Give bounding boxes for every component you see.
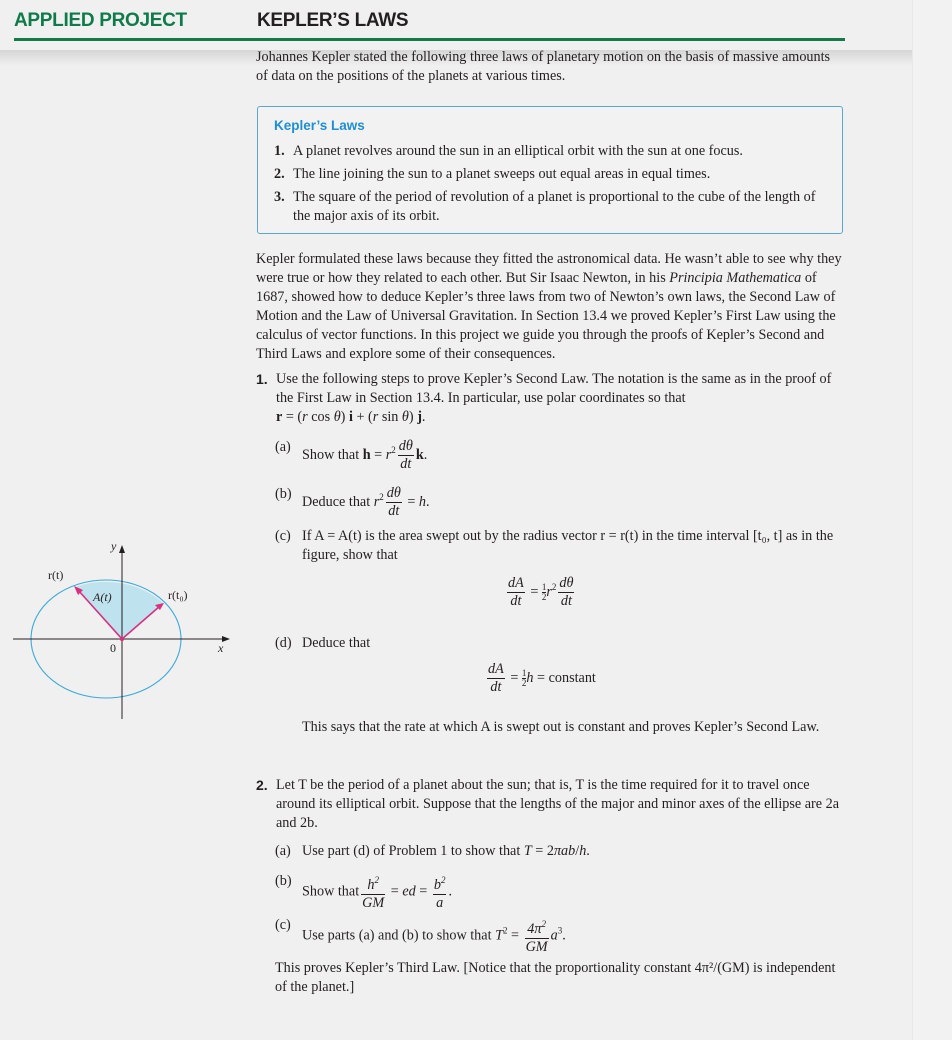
fraction-h2-GM: $\frac{h^2}{GM}$ bbox=[361, 872, 385, 912]
problem-number: 2. bbox=[256, 777, 268, 793]
fraction-dA-dt: $\frac{dA}{dt}$ bbox=[508, 575, 524, 609]
problem-number: 1. bbox=[256, 371, 268, 387]
part-text: Show that bbox=[302, 883, 360, 900]
y-axis-arrow-icon bbox=[119, 545, 125, 553]
orbit-figure bbox=[0, 530, 250, 730]
part-label: (b) bbox=[275, 873, 292, 889]
problem-2a bbox=[275, 842, 590, 861]
paragraph-text: of 1687, showed how to deduce Kepler’s three laws from two of Newton’s own laws, the Second Law of Motion and the Law of Universal Gravitation. In Section 13.4 we proved Kepler’s First Law using the calculus of vector functions. In this project we guide you through the proofs of Kepler’s Second and Third Laws and explore some of their consequences. bbox=[256, 270, 836, 362]
part-body: Use part (d) of Problem 1 to show that T = 2πab/h. bbox=[302, 843, 590, 859]
header-rule bbox=[14, 38, 845, 41]
sun-origin-dot bbox=[120, 637, 124, 641]
page-title: KEPLER’S LAWS bbox=[257, 10, 409, 31]
section-label: APPLIED PROJECT bbox=[14, 10, 187, 31]
fraction-dtheta-dt: $\frac{d\theta}{dt}$ bbox=[398, 438, 413, 472]
problem-1d bbox=[275, 634, 370, 653]
problem-1 bbox=[256, 370, 846, 427]
orbit-diagram bbox=[0, 530, 250, 730]
equation-1c: $\frac{dA}{dt}$ = $\frac{1}{2}$ $r^2$ $\frac{d\theta}{dt}$ bbox=[508, 575, 574, 609]
part-body: Show that $\frac{h^2}{GM}$ = ed = $\frac{b^2}{a}$ . bbox=[302, 872, 452, 912]
paragraph-text: Kepler formulated these laws because they fitted the astronomical data. He wasn’t able to see why they were true or how they related to each other. But Sir Isaac Newton, in his bbox=[256, 251, 842, 286]
law-item bbox=[274, 165, 824, 184]
part-label: (c) bbox=[275, 528, 291, 544]
law-number: 3. bbox=[274, 189, 285, 205]
law-item bbox=[274, 188, 824, 226]
origin-label: 0 bbox=[110, 641, 116, 655]
problem-text bbox=[276, 370, 846, 427]
y-axis-label: y bbox=[111, 539, 117, 553]
part-label: (b) bbox=[275, 486, 292, 502]
history-paragraph bbox=[256, 250, 846, 364]
part-label: (c) bbox=[275, 917, 291, 933]
part-text: Use part (d) of Problem 1 to show that bbox=[302, 843, 521, 859]
problem-2b bbox=[275, 872, 452, 912]
part-label: (a) bbox=[275, 439, 291, 455]
constant-word: constant bbox=[548, 669, 596, 686]
part-text: Deduce that bbox=[302, 635, 371, 651]
equation-1d: $\frac{dA}{dt}$ = $\frac{1}{2}$ h = constant bbox=[488, 661, 596, 695]
fraction-4pi2-GM: $\frac{4\pi^2}{GM}$ bbox=[525, 916, 549, 956]
part-text: Use parts (a) and (b) to show that bbox=[302, 927, 492, 944]
laws-box-title: Kepler’s Laws bbox=[274, 118, 365, 133]
problem-2 bbox=[256, 776, 846, 833]
part-text: Deduce that bbox=[302, 493, 371, 510]
law-text: The square of the period of revolution of a planet is proportional to the cube of the length of the major axis of its orbit. bbox=[293, 189, 816, 224]
law-text: The line joining the sun to a planet sweeps out equal areas in equal times. bbox=[293, 166, 711, 182]
position-vector-formula: r = (r cos θ) i + (r sin θ) j. bbox=[276, 409, 426, 425]
r-t-label: r(t) bbox=[48, 568, 64, 582]
fraction-dA-dt: $\frac{dA}{dt}$ bbox=[488, 661, 504, 695]
part-body: Deduce that $r^2$ $\frac{d\theta}{dt}$ = h. bbox=[302, 485, 430, 519]
law-item bbox=[274, 142, 824, 161]
fraction-dtheta-dt: $\frac{d\theta}{dt}$ bbox=[386, 485, 401, 519]
area-label: A(t) bbox=[93, 590, 112, 604]
part-body: Use parts (a) and (b) to show that $T^2$ = $\frac{4\pi^2}{GM}$ $a^3$. bbox=[302, 916, 566, 956]
part-text: If A = A(t) is the area swept out by the radius vector r = r(t) in the time interval [t₀, t] as in the figure, show that bbox=[302, 528, 834, 563]
problem-2-conclusion: This proves Kepler’s Third Law. [Notice that the proportionality constant 4π²/(GM) is independent of the planet.] bbox=[275, 960, 836, 995]
problem-1d-note: This says that the rate at which A is swept out is constant and proves Kepler’s Second Law. bbox=[302, 719, 820, 735]
law-number: 2. bbox=[274, 166, 285, 182]
problem-1c bbox=[275, 527, 847, 565]
book-title: Principia Mathematica bbox=[669, 270, 802, 286]
part-body: Show that $h = r^2$ $\frac{d\theta}{dt}$ k. bbox=[302, 438, 428, 472]
problem-1b bbox=[275, 485, 430, 520]
part-text: Show that bbox=[302, 446, 360, 463]
part-label: (d) bbox=[275, 635, 292, 651]
law-text: A planet revolves around the sun in an elliptical orbit with the sun at one focus. bbox=[293, 143, 743, 159]
fraction-dtheta-dt: $\frac{d\theta}{dt}$ bbox=[559, 575, 574, 609]
fraction-b2-a: $\frac{b^2}{a}$ bbox=[433, 872, 447, 912]
r-t0-label: r(t₀) bbox=[168, 588, 188, 602]
law-number: 1. bbox=[274, 143, 285, 159]
problem-text: Let T be the period of a planet about the sun; that is, T is the time required for it to travel once around its elliptical orbit. Suppose that the lengths of the major and minor axes of the ellipse are 2a and 2b. bbox=[276, 777, 840, 831]
part-label: (a) bbox=[275, 843, 291, 859]
problem-1-text: Use the following steps to prove Kepler’s Second Law. The notation is the same as in the proof of the First Law in Section 13.4. In particular, use polar coordinates so that bbox=[276, 371, 832, 406]
page-header bbox=[0, 0, 912, 50]
x-axis-label: x bbox=[218, 641, 224, 655]
one-half: $\frac{1}{2}$ bbox=[521, 668, 527, 688]
one-half: $\frac{1}{2}$ bbox=[541, 582, 547, 602]
keplers-laws-box bbox=[257, 106, 843, 234]
problem-1a bbox=[275, 438, 427, 473]
intro-paragraph: Johannes Kepler stated the following three laws of planetary motion on the basis of massive amounts of data on the positions of the planets at various times. bbox=[256, 49, 831, 84]
problem-2c bbox=[275, 916, 566, 956]
page-margin bbox=[912, 0, 952, 1040]
